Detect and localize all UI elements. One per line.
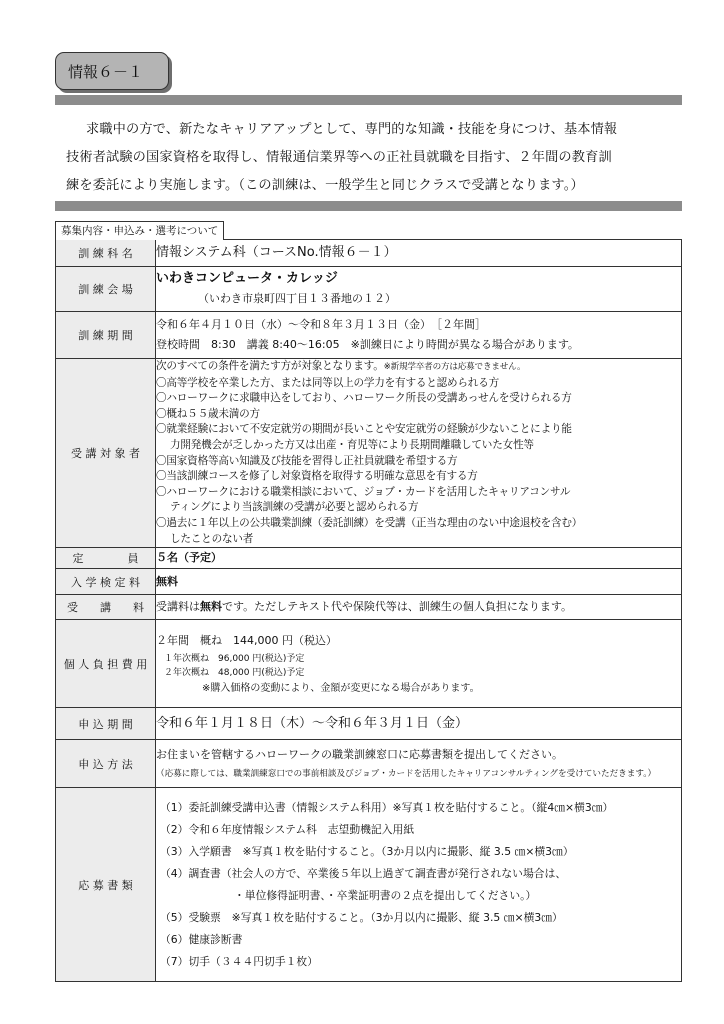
apply-period-value: 令和６年１月１８日（木）～令和６年３月１日（金） [156,708,682,740]
personal-cost-cell [156,620,682,708]
top-divider-bar [55,95,682,105]
list-item: （3）入学願書 ※写真１枚を貼付すること。（3か月以内に撮影、縦 3.5 ㎝×横3㎝） [160,844,574,858]
capacity-value: ５名（予定） [156,548,682,569]
list-item: 〇過去に１年以上の公共職業訓練（委託訓練）を受講（正当な理由のない中途退校を含む） [156,516,583,529]
period-cell [156,312,682,359]
table-row-exam-fee [56,569,682,595]
row-label: 定 員 [56,548,156,569]
list-item: したことのない者 [170,532,254,545]
tuition-cell [156,595,682,620]
cost-note: ※購入価格の変動により、金額が変更になる場合があります。 [202,682,480,694]
table-row-capacity [56,548,682,569]
documents-cell [156,788,682,982]
table-row-apply-period [56,708,682,740]
list-item: （2）令和６年度情報システム科 志望動機記入用紙 [160,822,415,836]
target-intro [156,359,681,376]
list-item: ティングにより当該訓練の受講が必要と認められる方 [170,501,419,514]
row-label: 受 講 料 [56,595,156,620]
list-item: （5）受験票 ※写真１枚を貼付すること。（3か月以内に撮影、縦 3.5 ㎝×横3㎝） [160,910,563,924]
table-row-apply-method [56,740,682,788]
row-label: 申 込 方 法 [56,740,156,788]
table-row-personal-cost [56,620,682,708]
intro-paragraph [66,116,680,200]
tuition-free: 無料 [200,600,222,614]
row-label: 訓 練 科 名 [56,240,156,267]
list-item: 〇概ね５５歳未満の方 [156,407,260,420]
list-item: 〇当該訓練コースを修了し対象資格を取得する明確な意思を有する方 [156,470,478,483]
table-row-tuition [56,595,682,620]
period-dates: 令和６年４月１０日（水）～令和８年３月１３日（金） ［２年間］ [156,318,486,331]
section-title-box [55,52,169,90]
table-row-course [56,240,682,267]
target-intro-note: ※新規学卒者の方は応募できません。 [383,362,526,372]
list-item: 〇就業経験において不安定就労の期間が長いことや安定就労の経験が少ないことにより能 [156,423,572,436]
tuition-prefix: 受講料は [156,600,200,614]
venue-address: （いわき市泉町四丁目１３番地の１２） [198,292,396,305]
table-row-venue [56,267,682,312]
venue-cell [156,267,682,312]
list-item: 〇高等学校を卒業した方、または同等以上の学力を有すると認められる方 [156,376,499,389]
row-label: 受 講 対 象 者 [56,359,156,548]
row-label: 応 募 書 類 [56,788,156,982]
apply-method-cell [156,740,682,788]
course-name: 情報システム科（コースNo.情報６－１） [156,240,682,267]
table-row-target [56,359,682,548]
section-title: 情報６－１ [68,63,144,81]
list-item: （1）委託訓練受講申込書（情報システム科用）※写真１枚を貼付すること。（縦4㎝×横3㎝） [160,800,614,814]
tuition-suffix: です。ただしテキスト代や保険代等は、訓練生の個人負担になります。 [222,600,573,614]
target-intro-text: 次のすべての条件を満たす方が対象となります。 [156,360,384,372]
list-item: 〇国家資格等高い知識及び技能を習得し正社員就職を希望する方 [156,454,458,467]
table-row-documents [56,788,682,982]
intro-line: 技術者試験の国家資格を取得し、情報通信業界等への正社員就職を目指す、２年間の教育訓 [66,150,612,165]
recruitment-section-label: 募集内容・申込み・選考について [55,221,224,240]
row-label: 訓 練 会 場 [56,267,156,312]
apply-method-text: お住まいを管轄するハローワークの職業訓練窓口に応募書類を提出してください。 [156,747,563,761]
target-cell [156,359,682,548]
row-label: 入 学 検 定 料 [56,569,156,595]
list-item: 力開発機会が乏しかった方又は出産・育児等により長期間離職していた女性等 [170,438,534,451]
row-label: 申 込 期 間 [56,708,156,740]
row-label: 訓 練 期 間 [56,312,156,359]
apply-method-note: （応募に際しては、職業訓練窓口での事前相談及びジョブ・カードを活用したキャリアコンサルティングを受けていただきます。） [156,768,657,779]
recruitment-info-table [55,239,682,982]
period-hours: 登校時間 8:30 講義 8:40～16:05 ※訓練日により時間が異なる場合があります。 [156,338,579,351]
list-item: 〇ハローワークに求職申込をしており、ハローワーク所長の受講あっせんを受けられる方 [156,392,572,405]
bottom-divider-bar [55,201,682,211]
venue-name: いわきコンピュータ・カレッジ [156,271,338,286]
list-item: 〇ハローワークにおける職業相談において、ジョブ・カードを活用したキャリアコンサル [156,485,571,498]
row-label: 個 人 負 担 費 用 [56,620,156,708]
intro-line: 求職中の方で、新たなキャリアアップとして、専門的な知識・技能を身につけ、基本情報 [86,122,618,137]
list-item: （7）切手（３４４円切手１枚） [160,954,319,968]
exam-fee-value: 無料 [156,569,682,595]
list-item: ・単位修得証明書、・卒業証明書の２点を提出してください。） [234,888,537,902]
table-row-period [56,312,682,359]
cost-year2: ２年次概ね 48,000 円(税込)予定 [164,667,305,678]
cost-total: ２年間 概ね 144,000 円（税込） [156,633,337,647]
list-item: （4）調査書（社会人の方で、卒業後５年以上過ぎて調査書が発行されない場合は、 [160,866,567,880]
cost-year1: １年次概ね 96,000 円(税込)予定 [164,653,305,664]
intro-line: 練を委託により実施します。（この訓練は、一般学生と同じクラスで受講となります。） [66,178,584,193]
list-item: （6）健康診断書 [160,932,243,946]
